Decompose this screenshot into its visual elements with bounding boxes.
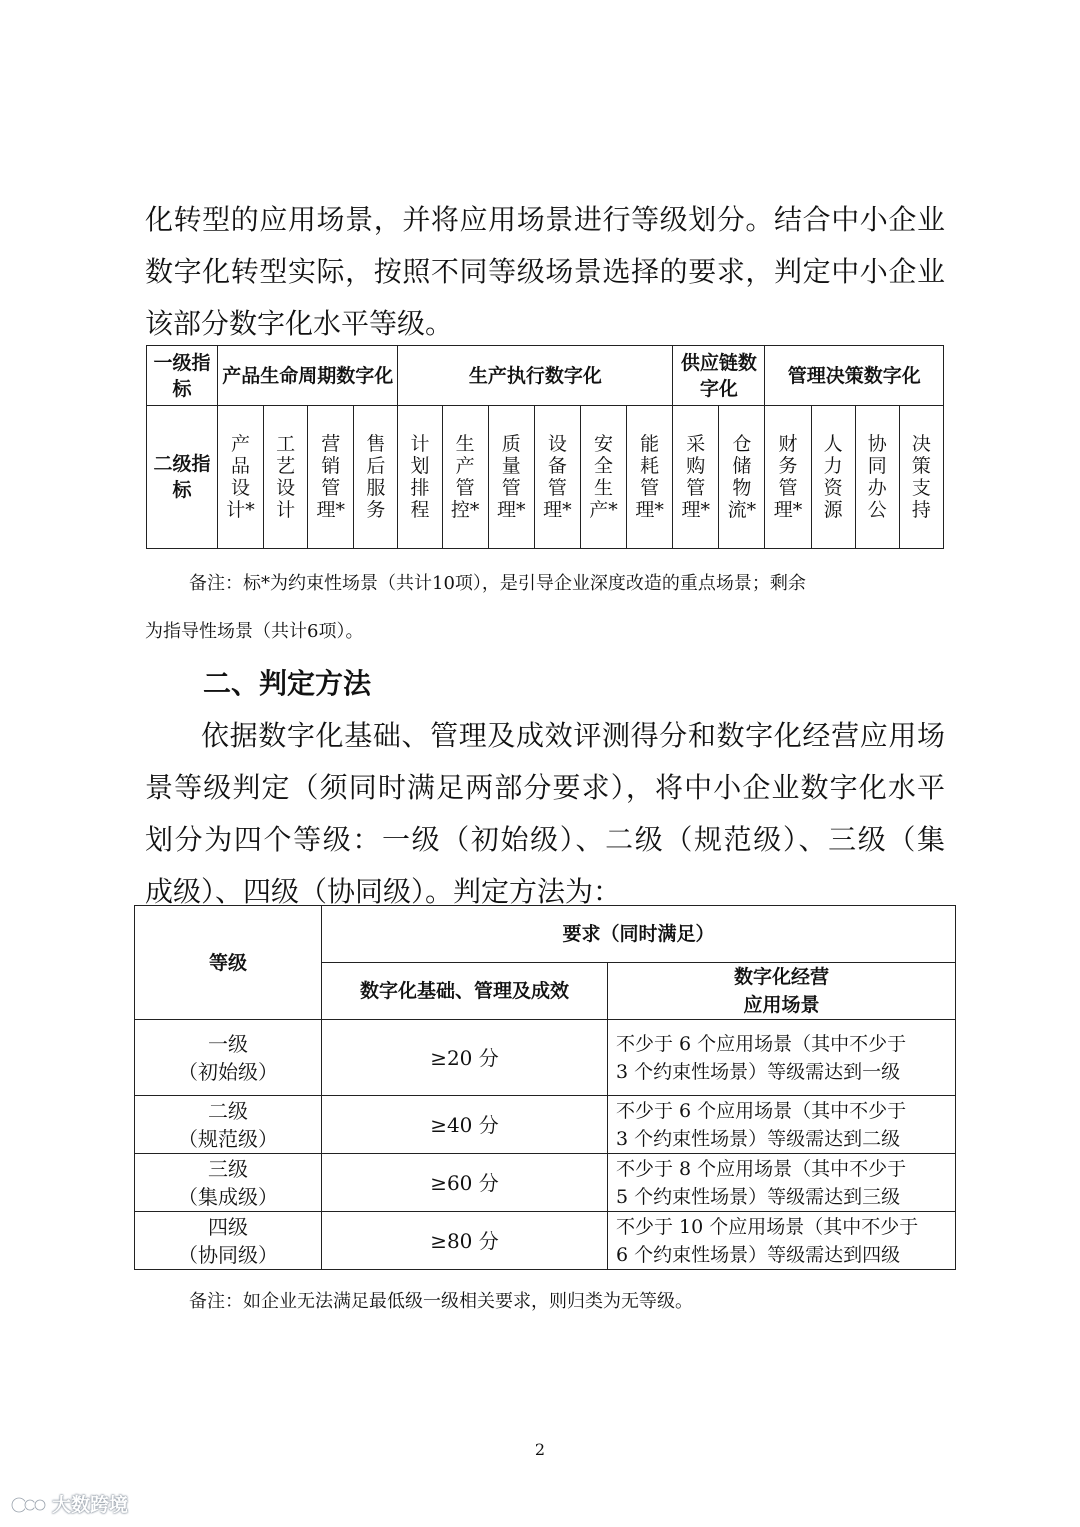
table-row: [135, 906, 956, 963]
level-cell: [135, 1096, 322, 1154]
requirement-cell: [608, 1096, 956, 1154]
scene-cell: 售后服务: [354, 406, 398, 549]
watermark-logo-icon: [10, 1493, 48, 1515]
scene-cell: 产品设计*: [218, 406, 264, 549]
note-constraint: [145, 560, 945, 656]
level-name: 二级: [208, 1098, 248, 1123]
requirement-line: 不少于 8 个应用场景（其中不少于: [616, 1157, 907, 1180]
table-row: [135, 1096, 956, 1154]
scene-cell: 营销管理*: [308, 406, 354, 549]
intro-line: 化转型的应用场景，并将应用场景进行等级划分。结合中小企业: [145, 203, 945, 236]
method-line: 依据数字化基础、管理及成效评测得分和数字化经营应用场: [201, 719, 945, 752]
scene-cell: 仓储物流*: [719, 406, 765, 549]
requirement-cell: [608, 1212, 956, 1270]
intro-paragraph: [145, 194, 945, 350]
group-supply: 供应链数字化: [673, 346, 765, 406]
note-line: 备注：如企业无法满足最低级一级相关要求，则归类为无等级。: [189, 1291, 693, 1312]
level-alias: （集成级）: [178, 1184, 278, 1209]
level1-label: 一级指标: [147, 346, 218, 406]
requirement-line: 5 个约束性场景）等级需达到三级: [616, 1185, 901, 1208]
table-row: [135, 1212, 956, 1270]
col-scene-header: [608, 963, 956, 1020]
col-level-header: 等级: [135, 906, 322, 1020]
scene-cell: 决策支持: [899, 406, 943, 549]
note-line: 备注：标*为约束性场景（共计10项），是引导企业深度改造的重点场景；剩余: [189, 573, 806, 594]
requirement-cell: [608, 1154, 956, 1212]
scene-cell: 设备管理*: [534, 406, 580, 549]
table-row: [135, 1020, 956, 1096]
watermark-text: 大数跨境: [52, 1494, 129, 1516]
level-cell: [135, 1020, 322, 1096]
intro-line: 该部分数字化水平等级。: [145, 307, 454, 340]
method-line: 划分为四个等级：一级（初始级）、二级（规范级）、三级（集: [145, 823, 945, 856]
col-base-header: 数字化基础、管理及成效: [322, 963, 608, 1020]
score-cell: ≥60 分: [322, 1154, 608, 1212]
section-heading: 二、判定方法: [203, 667, 372, 700]
requirement-line: 不少于 6 个应用场景（其中不少于: [616, 1032, 907, 1055]
level-name: 四级: [208, 1214, 248, 1239]
level-alias: （规范级）: [178, 1126, 278, 1151]
scene-cell: 工艺设计: [264, 406, 308, 549]
level-table: [134, 905, 956, 1270]
requirement-cell: [608, 1020, 956, 1096]
level-cell: [135, 1212, 322, 1270]
level-name: 三级: [208, 1156, 248, 1181]
score-cell: ≥20 分: [322, 1020, 608, 1096]
group-product: 产品生命周期数字化: [218, 346, 398, 406]
scene-cell: 生产管控*: [442, 406, 488, 549]
intro-line: 数字化转型实际，按照不同等级场景选择的要求，判定中小企业: [145, 255, 945, 288]
scene-cell: 采购管理*: [673, 406, 719, 549]
level-alias: （协同级）: [178, 1242, 278, 1267]
scene-cell: 计划排程: [398, 406, 442, 549]
method-paragraph: [145, 710, 945, 918]
level-name: 一级: [208, 1031, 248, 1056]
col-req-header: 要求（同时满足）: [322, 906, 956, 963]
requirement-line: 3 个约束性场景）等级需达到二级: [616, 1127, 901, 1150]
requirement-line: 不少于 6 个应用场景（其中不少于: [616, 1099, 907, 1122]
scene-cell: 财务管理*: [765, 406, 811, 549]
note-line: 为指导性场景（共计6项）。: [145, 621, 364, 642]
page-number: 2: [534, 1440, 546, 1459]
level2-label: 二级指标: [147, 406, 218, 549]
requirement-line: 不少于 10 个应用场景（其中不少于: [616, 1215, 919, 1238]
method-line: 成级）、四级（协同级）。判定方法为：: [145, 875, 622, 908]
table-row: [147, 346, 944, 406]
scene-cell: 能耗管理*: [627, 406, 673, 549]
score-cell: ≥80 分: [322, 1212, 608, 1270]
table-row: [135, 1154, 956, 1212]
note-no-level: [145, 1278, 945, 1326]
scene-cell: 安全生产*: [580, 406, 626, 549]
col-scene-header-line: 数字化经营: [733, 966, 829, 988]
score-cell: ≥40 分: [322, 1096, 608, 1154]
scene-cell: 协同办公: [855, 406, 899, 549]
requirement-line: 3 个约束性场景）等级需达到一级: [616, 1060, 901, 1083]
scene-table: [146, 345, 944, 549]
group-production: 生产执行数字化: [398, 346, 673, 406]
level-alias: （初始级）: [178, 1059, 278, 1084]
requirement-line: 6 个约束性场景）等级需达到四级: [616, 1243, 901, 1266]
watermark: [10, 1490, 128, 1517]
scene-cell: 质量管理*: [488, 406, 534, 549]
col-scene-header-line: 应用场景: [743, 994, 820, 1016]
method-line: 景等级判定（须同时满足两部分要求），将中小企业数字化水平: [145, 771, 945, 804]
group-management: 管理决策数字化: [765, 346, 944, 406]
scene-cell: 人力资源: [811, 406, 855, 549]
table-row: [147, 406, 944, 549]
level-cell: [135, 1154, 322, 1212]
